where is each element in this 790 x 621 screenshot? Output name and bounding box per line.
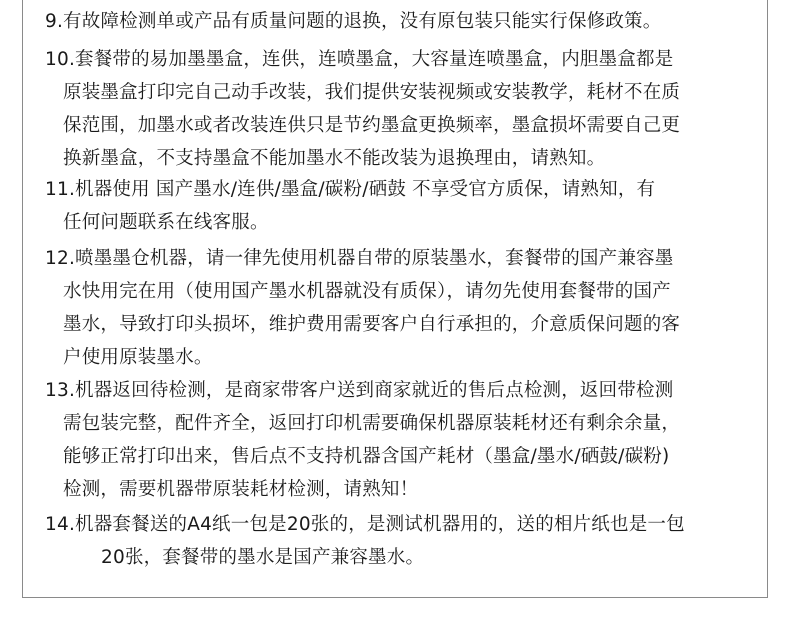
policy-line: 20张，套餐带的墨水是国产兼容墨水。 [101, 547, 425, 568]
policy-line: 需包装完整，配件齐全，返回打印机需要确保机器原装耗材还有剩余余量， [63, 413, 681, 434]
policy-line: 9.有故障检测单或产品有质量问题的退换，没有原包装只能实行保修政策。 [45, 11, 662, 32]
policy-line: 原装墨盒打印完自己动手改装，我们提供安装视频或安装教学，耗材不在质 [63, 82, 681, 103]
policy-line: 能够正常打印出来，售后点不支持机器含国产耗材（墨盒/墨水/硒鼓/碳粉) [63, 446, 670, 467]
policy-panel [22, 0, 768, 598]
policy-item-14 [45, 508, 765, 574]
policy-item-12 [45, 242, 765, 374]
policy-line: 12.喷墨墨仓机器，请一律先使用机器自带的原装墨水，套餐带的国产兼容墨 [45, 248, 674, 269]
policy-line: 11.机器使用 国产墨水/连供/墨盒/碳粉/硒鼓 不享受官方质保，请熟知，有 [45, 179, 656, 200]
policy-line: 检测，需要机器带原装耗材检测，请熟知！ [63, 479, 419, 500]
policy-line: 13.机器返回待检测，是商家带客户送到商家就近的售后点检测，返回带检测 [45, 380, 674, 401]
policy-item-9 [45, 5, 765, 38]
policy-line: 户使用原装墨水。 [63, 347, 213, 368]
policy-line: 保范围，加墨水或者改装连供只是节约墨盒更换频率，墨盒损坏需要自己更 [63, 115, 681, 136]
policy-line: 换新墨盒，不支持墨盒不能加墨水不能改装为退换理由，请熟知。 [63, 148, 606, 169]
policy-line: 墨水，导致打印头损坏，维护费用需要客户自行承担的，介意质保问题的客 [63, 314, 681, 335]
policy-item-13 [45, 374, 765, 506]
policy-line: 10.套餐带的易加墨墨盒，连供，连喷墨盒，大容量连喷墨盒，内胆墨盒都是 [45, 49, 674, 70]
policy-item-10 [45, 43, 765, 175]
policy-item-11 [45, 173, 765, 239]
policy-line: 14.机器套餐送的A4纸一包是20张的，是测试机器用的，送的相片纸也是一包 [45, 514, 685, 535]
policy-line: 水快用完在用（使用国产墨水机器就没有质保），请勿先使用套餐带的国产 [63, 281, 671, 302]
policy-line: 任何问题联系在线客服。 [63, 212, 269, 233]
